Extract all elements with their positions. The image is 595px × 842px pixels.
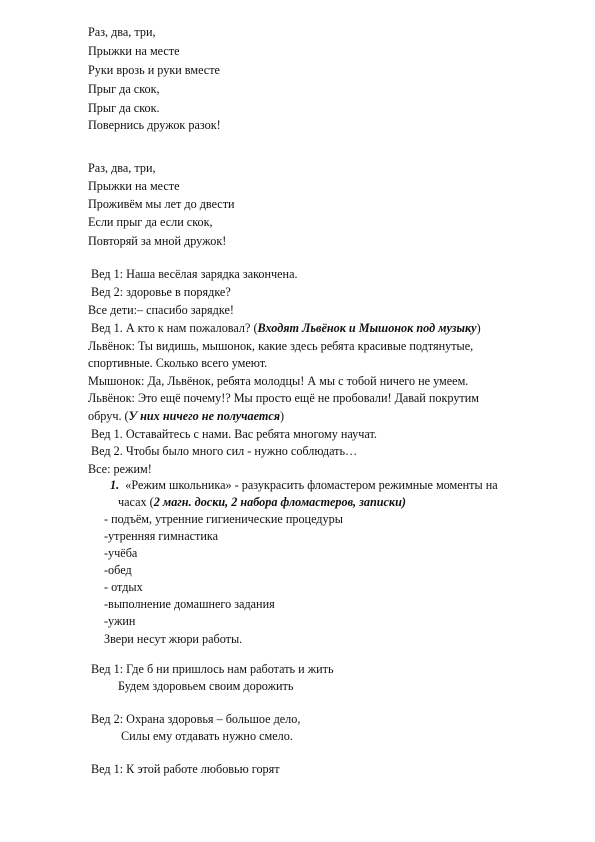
schedule-item: - подъём, утренние гигиенические процедуры bbox=[104, 512, 343, 526]
poem1-line-4: Прыг да скок, bbox=[88, 82, 160, 96]
poem2-line-5: Повторяй за мной дружок! bbox=[88, 234, 227, 248]
closing-line-1: Вед 1: Где б ни пришлось нам работать и жить bbox=[91, 662, 334, 676]
task-title: «Режим школьника» - разукрасить фломастером режимные моменты на bbox=[125, 478, 498, 492]
dialogue-line-10: Вед 1. Оставайтесь с нами. Вас ребята многому научат. bbox=[91, 427, 377, 441]
closing-line-2: Будем здоровьем своим дорожить bbox=[118, 679, 294, 693]
schedule-item: -обед bbox=[104, 563, 132, 577]
task-number: 1. bbox=[110, 478, 120, 492]
poem1-line-5: Прыг да скок. bbox=[88, 101, 160, 115]
task-materials: 2 магн. доски, 2 набора фломастеров, записки) bbox=[153, 495, 406, 509]
task-line-1 bbox=[110, 477, 498, 494]
closing-line-4: Силы ему отдавать нужно смело. bbox=[121, 729, 293, 743]
poem2-line-1: Раз, два, три, bbox=[88, 161, 156, 175]
dialogue-line-7: Мышонок: Да, Львёнок, ребята молодцы! А мы с тобой ничего не умеем. bbox=[88, 374, 469, 388]
dialogue-line-1: Вед 1: Наша весёлая зарядка закончена. bbox=[91, 267, 298, 281]
schedule-item: -утренняя гимнастика bbox=[104, 529, 219, 543]
poem1-line-6: Повернись дружок разок! bbox=[88, 118, 221, 132]
stage-direction: Входят Львёнок и Мышонок под музыку bbox=[257, 321, 477, 335]
task-line-2 bbox=[118, 494, 406, 511]
dialogue-line-9 bbox=[88, 408, 284, 425]
dialogue-line-9-close: ) bbox=[280, 409, 285, 423]
stage-direction: У них ничего не получается bbox=[128, 409, 281, 423]
poem2-line-3: Проживём мы лет до двести bbox=[88, 197, 235, 211]
dialogue-line-4 bbox=[91, 320, 481, 337]
schedule-item: -учёба bbox=[104, 546, 138, 560]
task-note: Звери несут жюри работы. bbox=[104, 632, 243, 646]
closing-line-3: Вед 2: Охрана здоровья – большое дело, bbox=[91, 712, 301, 726]
dialogue-line-12: Все: режим! bbox=[88, 462, 152, 476]
schedule-item: -выполнение домашнего задания bbox=[104, 597, 275, 611]
dialogue-line-8: Львёнок: Это ещё почему!? Мы просто ещё не пробовали! Давай покрутим bbox=[88, 391, 479, 405]
poem2-line-4: Если прыг да если скок, bbox=[88, 215, 213, 229]
dialogue-line-4-close: ) bbox=[476, 321, 481, 335]
schedule-item: -ужин bbox=[104, 614, 136, 628]
poem2-line-2: Прыжки на месте bbox=[88, 179, 180, 193]
dialogue-line-5: Львёнок: Ты видишь, мышонок, какие здесь ребята красивые подтянутые, bbox=[88, 339, 474, 353]
dialogue-line-11: Вед 2. Чтобы было много сил - нужно соблюдать… bbox=[91, 444, 358, 458]
task-line-2-text: часах ( bbox=[118, 495, 154, 509]
schedule-item: - отдых bbox=[104, 580, 143, 594]
poem1-line-2: Прыжки на месте bbox=[88, 44, 180, 58]
poem1-line-3: Руки врозь и руки вместе bbox=[88, 63, 220, 77]
dialogue-line-4-text: Вед 1. А кто к нам пожаловал? ( bbox=[91, 321, 258, 335]
dialogue-line-9-text: обруч. ( bbox=[88, 409, 129, 423]
closing-line-5: Вед 1: К этой работе любовью горят bbox=[91, 762, 280, 776]
dialogue-line-6: спортивные. Сколько всего умеют. bbox=[88, 356, 268, 370]
dialogue-line-2: Вед 2: здоровье в порядке? bbox=[91, 285, 231, 299]
dialogue-line-3: Все дети:– спасибо зарядке! bbox=[88, 303, 234, 317]
poem1-line-1: Раз, два, три, bbox=[88, 25, 156, 39]
